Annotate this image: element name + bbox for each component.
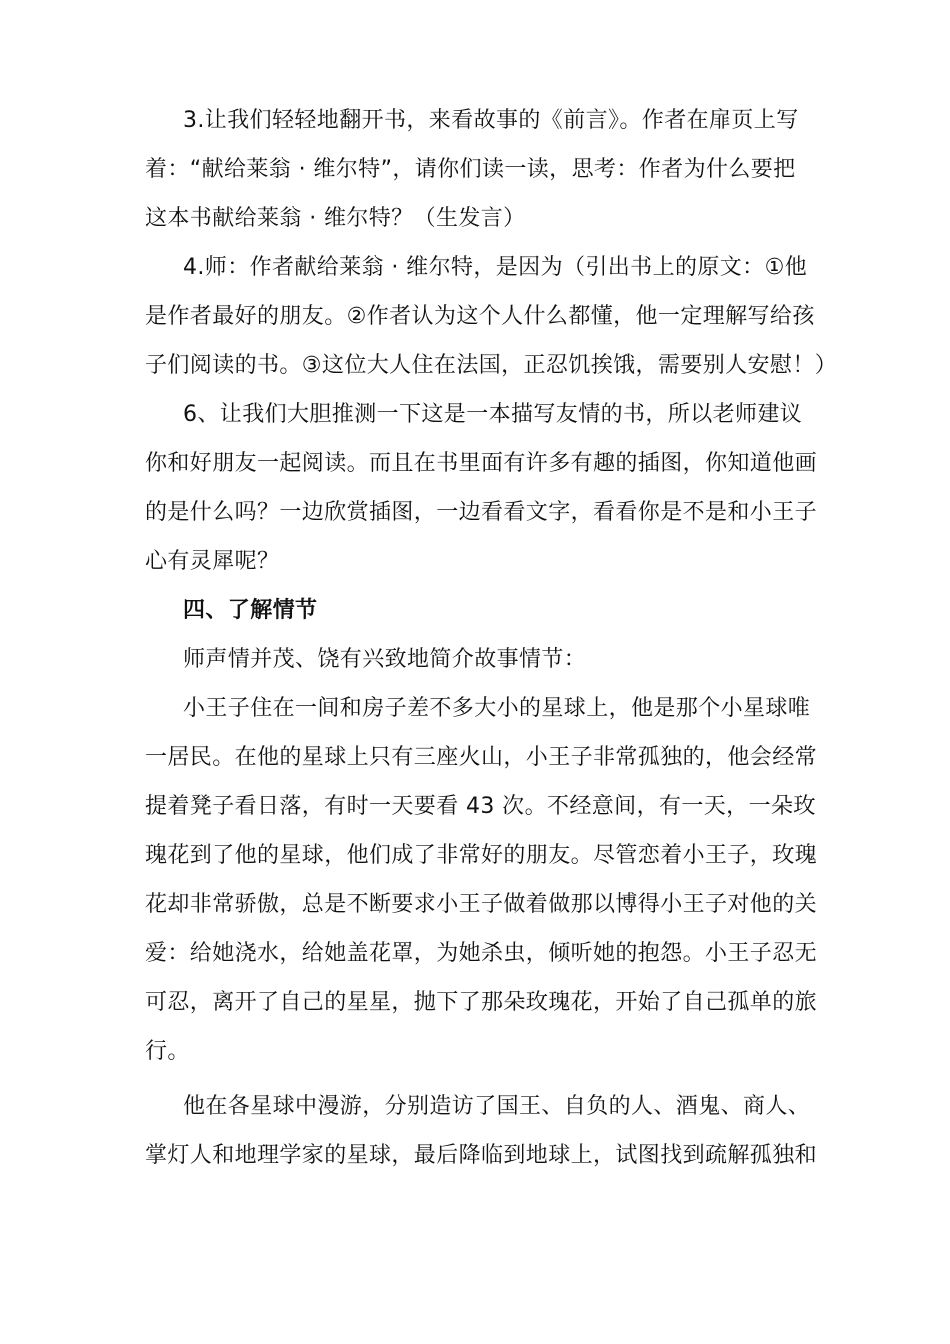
text-line: 的是什么吗？一边欣赏插图，一边看看文字，看看你是不是和小王子 <box>145 500 818 525</box>
text-line: 掌灯人和地理学家的星球，最后降临到地球上，试图找到疏解孤独和 <box>145 1143 818 1168</box>
text-line: 一居民。在他的星球上只有三座火山，小王子非常孤独的，他会经常 <box>145 745 818 770</box>
text-line: 子们阅读的书。③这位大人住在法国，正忍饥挨饿，需要别人安慰！） <box>145 353 838 378</box>
text-line: 6、让我们大胆推测一下这是一本描写友情的书，所以老师建议 <box>183 402 803 427</box>
paragraph-3 <box>145 96 817 243</box>
text-line: 你和好朋友一起阅读。而且在书里面有许多有趣的插图，你知道他画 <box>145 451 818 476</box>
text-line: 心有灵犀呢？ <box>145 549 280 574</box>
paragraph-4 <box>145 243 838 390</box>
story-paragraph-1 <box>145 684 817 1076</box>
text-line: 小王子住在一间和房子差不多大小的星球上，他是那个小星球唯 <box>183 696 811 721</box>
document-page <box>145 96 838 1180</box>
text-line: 瑰花到了他的星球，他们成了非常好的朋友。尽管恋着小王子，玫瑰 <box>145 843 818 868</box>
text-line: 着：“献给莱翁 · 维尔特”，请你们读一读，思考：作者为什么要把 <box>145 157 796 182</box>
text-line: 可忍，离开了自己的星星，抛下了那朵玫瑰花，开始了自己孤单的旅 <box>145 990 818 1015</box>
text-line: 3.让我们轻轻地翻开书，来看故事的《前言》。作者在扉页上写 <box>183 108 799 133</box>
paragraph-6 <box>145 390 817 586</box>
text-line: 他在各星球中漫游，分别造访了国王、自负的人、酒鬼、商人、 <box>183 1094 811 1119</box>
text-line: 提着凳子看日落，有时一天要看 43 次。不经意间，有一天，一朵玫 <box>145 794 816 819</box>
text-line: 爱：给她浇水，给她盖花罩，为她杀虫，倾听她的抱怨。小王子忍无 <box>145 941 818 966</box>
text-line: 这本书献给莱翁 · 维尔特？（生发言） <box>145 206 526 231</box>
story-paragraph-2 <box>145 1082 817 1180</box>
text-line: 行。 <box>145 1039 190 1064</box>
section-heading: 四、了解情节 <box>183 598 318 623</box>
text-line: 花却非常骄傲，总是不断要求小王子做着做那以博得小王子对他的关 <box>145 892 818 917</box>
text-line: 4.师：作者献给莱翁 · 维尔特，是因为（引出书上的原文：①他 <box>183 255 808 280</box>
text-line: 是作者最好的朋友。②作者认为这个人什么都懂，他一定理解写给孩 <box>145 304 815 329</box>
intro-line: 师声情并茂、饶有兴致地简介故事情节： <box>183 647 587 672</box>
